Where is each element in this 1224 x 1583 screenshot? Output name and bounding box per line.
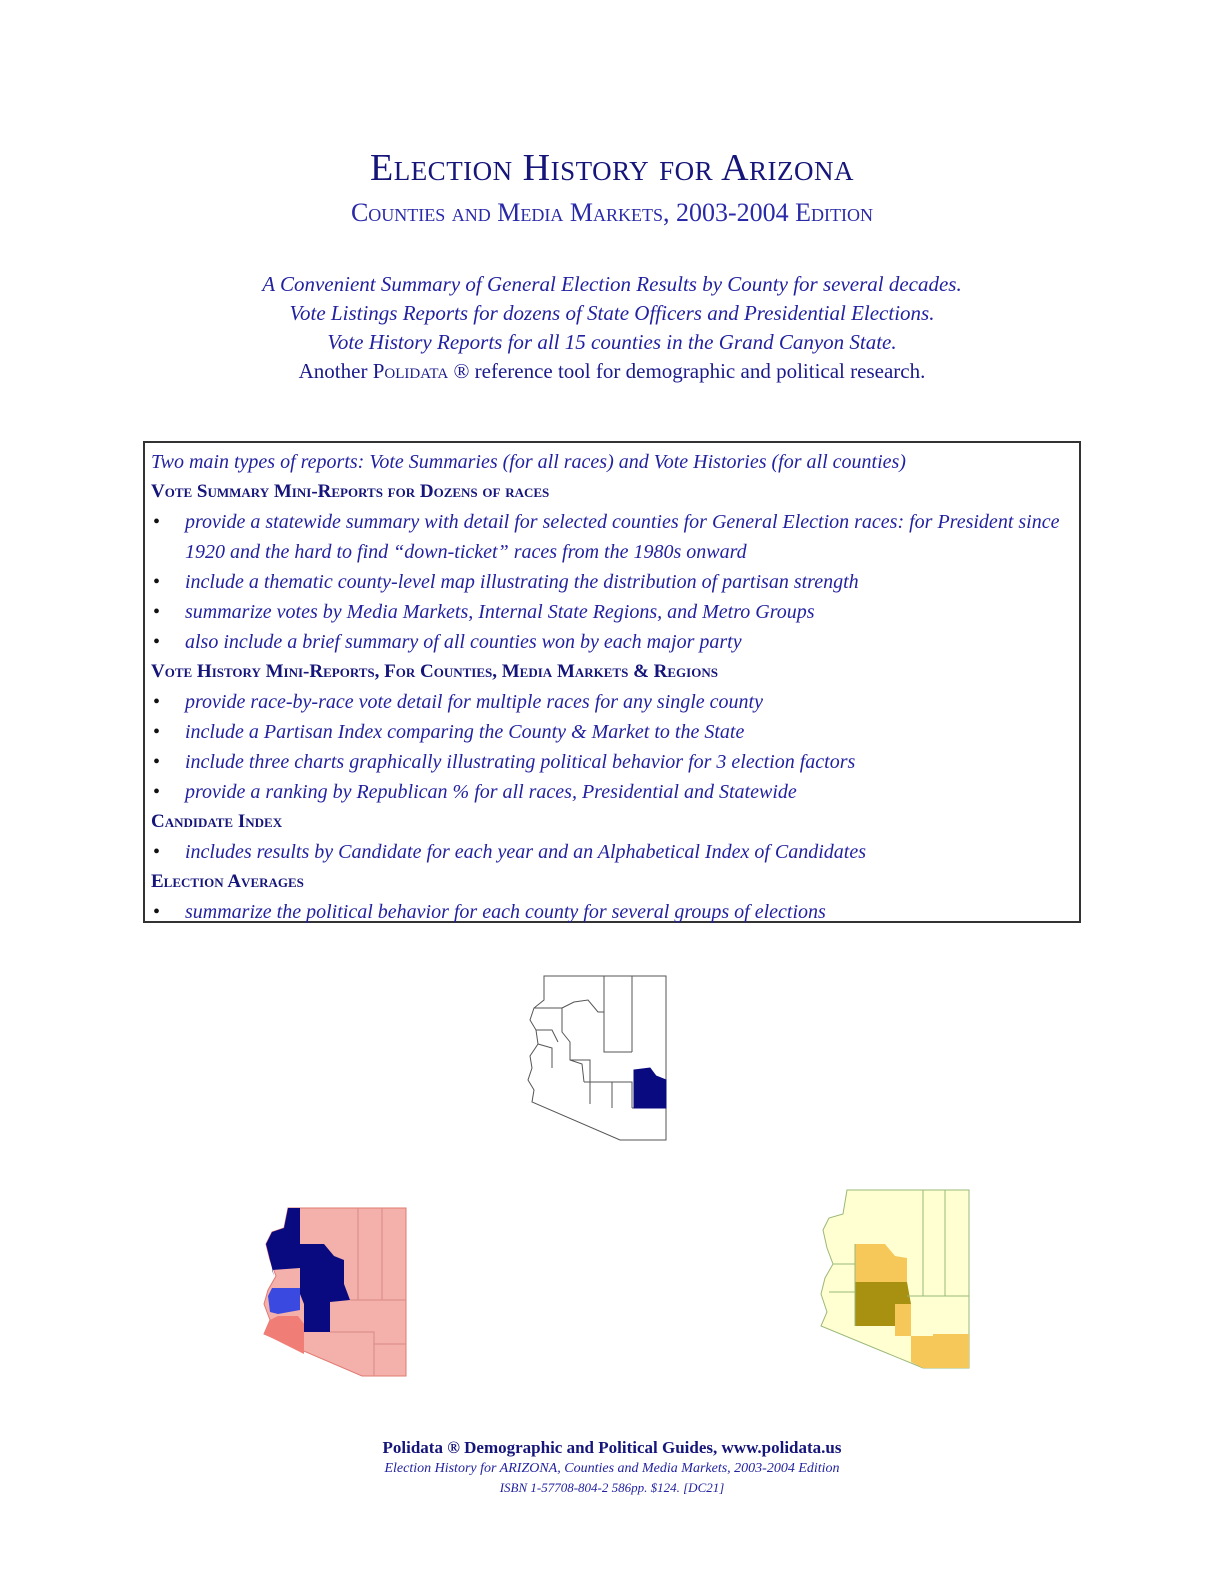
list-item-text: also include a brief summary of all counties won by each major party (185, 631, 742, 653)
list-item (151, 747, 1073, 777)
footer-publisher: Polidata ® Demographic and Political Guides, www.polidata.us (382, 1438, 842, 1457)
box-lead: Two main types of reports: Vote Summaries (for all races) and Vote Histories (for all counties) (151, 451, 906, 473)
bullet-icon: • (153, 721, 161, 743)
section-list (151, 507, 1073, 657)
list-item-text: provide race-by-race vote detail for multiple races for any single county (185, 691, 763, 713)
map-county-mid (933, 1334, 969, 1368)
arizona-map-thematic (815, 1186, 973, 1372)
page-subtitle: Counties and Media Markets, 2003-2004 Edition (350, 198, 874, 227)
bullet-icon: • (153, 511, 161, 533)
list-item-text: include a thematic county-level map illustrating the distribution of partisan strength (185, 571, 859, 593)
intro-line: A Convenient Summary of General Election Results by County for several decades. (262, 272, 962, 296)
map-county-rep-strong (264, 1316, 304, 1354)
list-item (151, 597, 1073, 627)
bullet-icon: • (153, 841, 161, 863)
section-heading: Vote Summary Mini-Reports for Dozens of races (151, 481, 550, 502)
section-list (151, 837, 1073, 867)
intro-text: Another (298, 359, 373, 383)
intro-text: ® reference tool for demographic and political research. (448, 359, 926, 383)
list-item (151, 837, 1073, 867)
bullet-icon: • (153, 571, 161, 593)
list-item-text: provide a ranking by Republican % for all races, Presidential and Statewide (185, 781, 797, 803)
list-item (151, 507, 1073, 567)
section-heading: Candidate Index (151, 811, 283, 832)
list-item (151, 627, 1073, 657)
section-list (151, 897, 1073, 927)
section-heading: Election Averages (151, 871, 304, 892)
page-title: Election History for Arizona (369, 147, 854, 189)
list-item-text: include a Partisan Index comparing the County & Market to the State (185, 721, 745, 743)
footer-isbn: ISBN 1-57708-804-2 586pp. $124. [DC21] (499, 1480, 725, 1495)
list-item (151, 777, 1073, 807)
bullet-icon: • (153, 691, 161, 713)
map-county-mid (911, 1336, 933, 1368)
list-item (151, 687, 1073, 717)
list-item-text: provide a statewide summary with detail for selected counties for General Election races: for President since 1920 and the hard to find “down-ticket” races from the 1980s onward (185, 511, 1060, 563)
map-county-mid (895, 1304, 911, 1336)
feature-sections (151, 477, 1073, 927)
arizona-map-highlight (522, 972, 672, 1144)
bullet-icon: • (153, 601, 161, 623)
list-item (151, 567, 1073, 597)
intro-line: Vote History Reports for all 15 counties in the Grand Canyon State. (327, 330, 897, 354)
list-item-text: summarize votes by Media Markets, Internal State Regions, and Metro Groups (185, 601, 815, 623)
list-item-text: summarize the political behavior for each county for several groups of elections (185, 901, 826, 923)
map-county-dem (266, 1208, 300, 1276)
bullet-icon: • (153, 781, 161, 803)
footer-title: Election History for ARIZONA, Counties and Media Markets, 2003-2004 Edition (384, 1461, 840, 1476)
list-item-text: include three charts graphically illustrating political behavior for 3 election factors (185, 751, 856, 773)
brand-name: Polidata (372, 359, 449, 383)
section-heading: Vote History Mini-Reports, For Counties, Media Markets & Regions (151, 661, 718, 682)
bullet-icon: • (153, 901, 161, 923)
features-box (143, 441, 1081, 923)
list-item (151, 717, 1073, 747)
bullet-icon: • (153, 751, 161, 773)
bullet-icon: • (153, 631, 161, 653)
map-county-dem-light (268, 1288, 300, 1314)
arizona-map-partisan (258, 1204, 410, 1380)
map-outline (528, 976, 666, 1140)
list-item-text: includes results by Candidate for each year and an Alphabetical Index of Candidates (185, 841, 867, 863)
list-item (151, 897, 1073, 927)
intro-block (0, 270, 1224, 386)
intro-line (0, 357, 1224, 386)
intro-line: Vote Listings Reports for dozens of State Officers and Presidential Elections. (289, 301, 935, 325)
section-list (151, 687, 1073, 807)
